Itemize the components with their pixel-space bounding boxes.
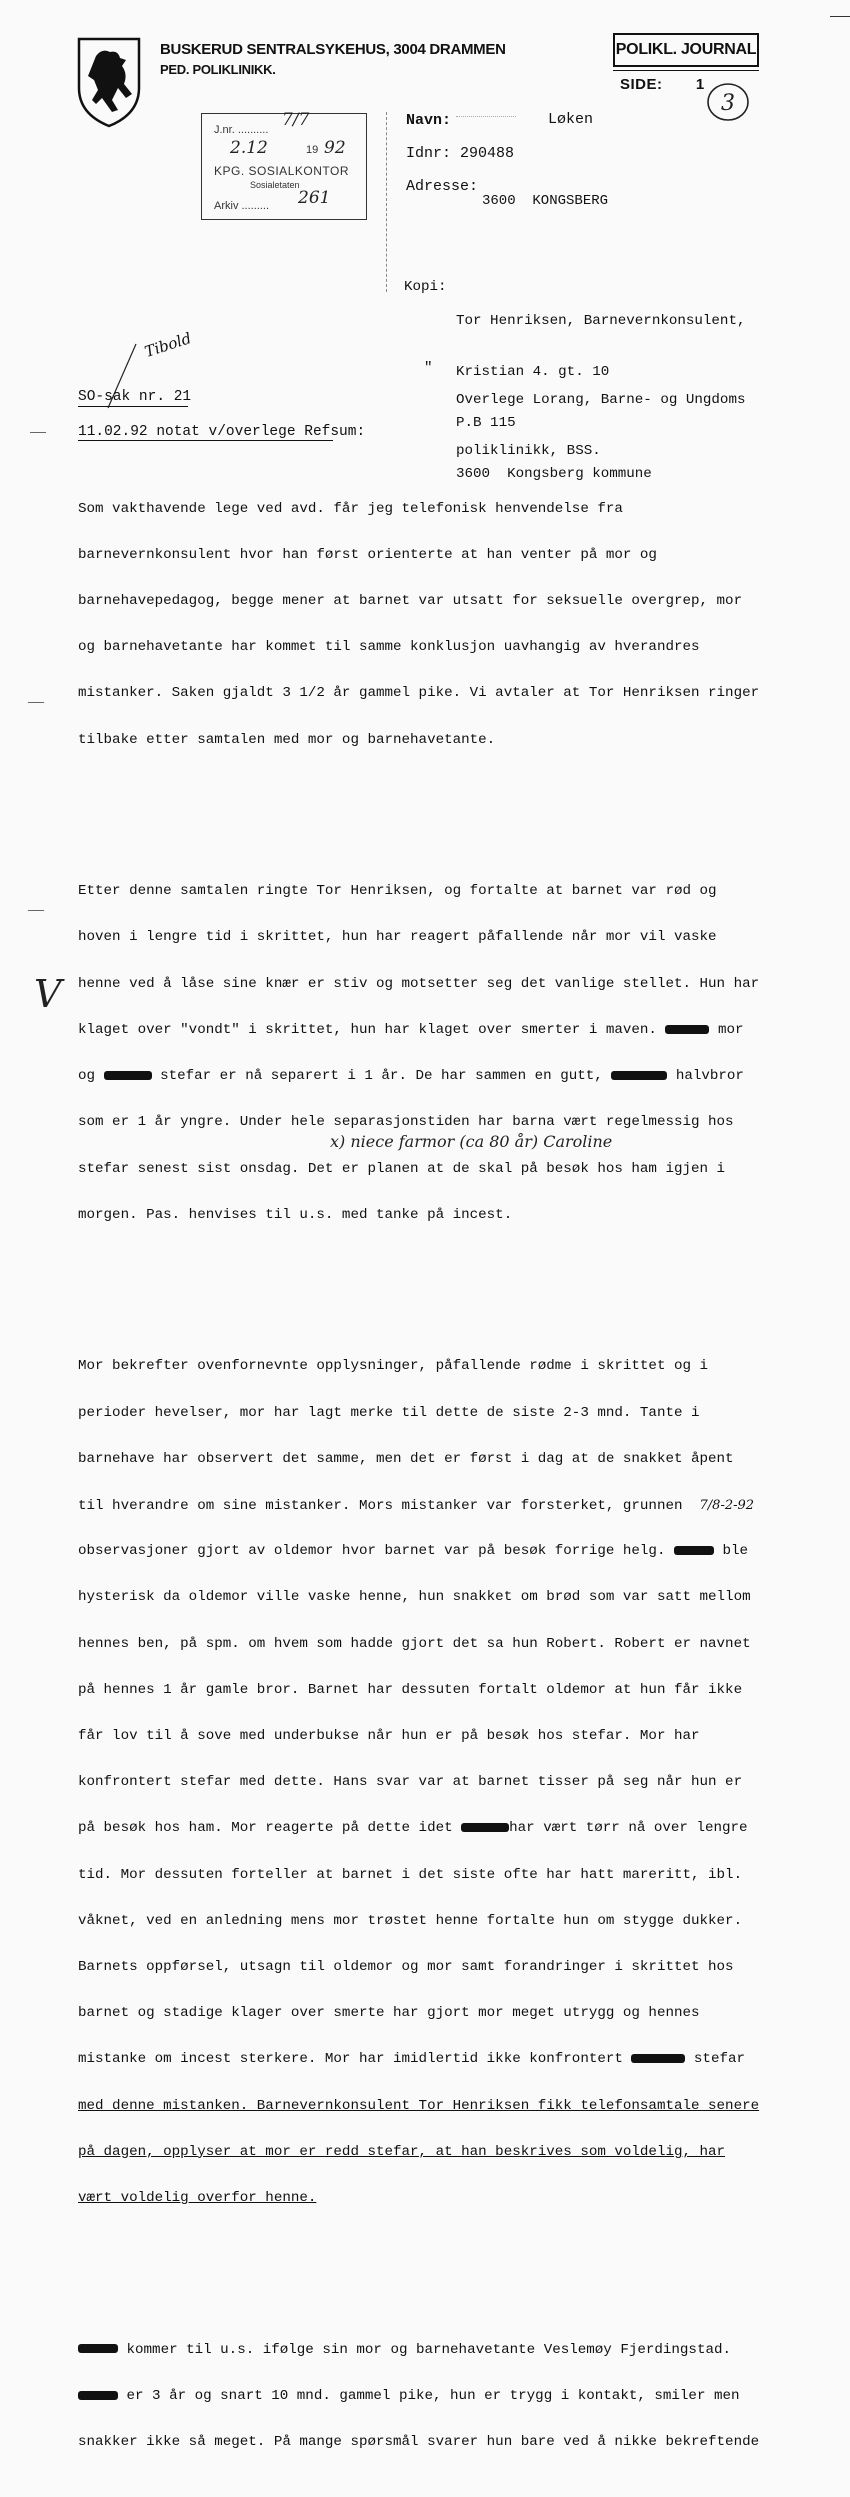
text-line: hysterisk da oldemor ville vaske henne, hun snakket om brød som var satt mellom [78, 1589, 751, 1606]
stamp-journal-hw: 7/7 [282, 110, 310, 130]
redaction-mark [78, 2344, 118, 2353]
county-crest-icon [76, 36, 142, 128]
margin-tick [28, 702, 44, 703]
copy-recipient-1-line: 3600 Kongsberg kommune [456, 466, 652, 482]
text-line [78, 1821, 759, 1836]
text-line: hoven i lengre tid i skrittet, hun har reagert påfallende når mor vil vaske [78, 929, 717, 946]
copy-recipient-2-line: poliklinikk, BSS. [456, 443, 601, 459]
patient-address-value: 3600 KONGSBERG [482, 193, 609, 209]
text-line: Etter denne samtalen ringte Tor Henriksen, og fortalte at barnet var rød og [78, 883, 717, 900]
hospital-header [160, 40, 506, 80]
stamp-department: Sosialetaten [250, 180, 300, 190]
text-fragment: har vært tørr nå over lengre [509, 1820, 748, 1837]
text-line: barnet og stadige klager over smerte har gjort mor meget utrygg og hennes [78, 2005, 700, 2022]
text-line: perioder hevelser, mor har lagt merke til dette de siste 2-3 mnd. Tante i [78, 1404, 700, 1421]
paragraph-1 [78, 471, 759, 779]
copy-recipient-1-line: P.B 115 [456, 415, 516, 431]
text-line: med denne mistanken. Barnevernkonsulent Tor Henriksen fikk telefonsamtale senere [78, 2097, 760, 2114]
journal-title: POLIKL. JOURNAL [615, 41, 757, 58]
text-line: Som vakthavende lege ved avd. får jeg telefonisk henvendelse fra [78, 500, 623, 517]
text-line [78, 2343, 759, 2358]
stamp-date-hw: 2.12 [230, 138, 268, 158]
text-line [78, 1498, 759, 1513]
text-line: barnehavepedagog, begge mener at barnet var utsatt for seksuelle overgrep, mor [78, 593, 743, 610]
text-fragment: er 3 år og snart 10 mnd. gammel pike, hun er trygg i kontakt, smiler men [126, 2387, 740, 2404]
text-fragment: halvbror [675, 1068, 744, 1085]
redaction-mark [104, 1071, 152, 1080]
paragraph-3 [78, 1329, 759, 2238]
text-line: barnehave har observert det samme, men det er først i dag at de snakket åpent [78, 1450, 734, 1467]
text-fragment: kommer til u.s. ifølge sin mor og barnehavetante Veslemøy Fjerdingstad. [126, 2341, 732, 2358]
stamp-year: 19 [306, 144, 319, 156]
margin-tick [28, 910, 44, 911]
text-fragment: og [78, 1068, 96, 1085]
text-line: tid. Mor dessuten forteller at barnet i det siste ofte har hatt mareritt, ibl. [78, 1866, 743, 1883]
text-fragment: observasjoner gjort av oldemor hvor barnet var på besøk forrige helg. [78, 1543, 666, 1560]
redacted-first-name [456, 116, 516, 119]
text-line: hennes ben, på spm. om hvem som hadde gjort det sa hun Robert. Robert er navnet [78, 1635, 751, 1652]
text-fragment: ble [722, 1543, 749, 1560]
paragraph-4 [78, 2312, 759, 2481]
department-name: PED. POLIKLINIKK. [160, 62, 276, 77]
text-line: får lov til å sove med underbukse når hun er på besøk hos stefar. Mor har [78, 1727, 700, 1744]
text-fragment: mor [717, 1021, 744, 1038]
journal-divider [613, 70, 759, 71]
text-fragment: på besøk hos ham. Mor reagerte på dette idet [78, 1820, 453, 1837]
circled-number-text: 3 [721, 91, 735, 116]
footer-handwritten-note: x) niece farmor (ca 80 år) Caroline [330, 1132, 613, 1151]
copy-label: Kopi: [404, 279, 447, 295]
page-number [620, 76, 705, 93]
patient-name-value: Løken [548, 111, 594, 128]
journal-title-box [613, 33, 759, 67]
text-line: Barnets oppførsel, utsagn til oldemor og mor samt forandringer i skrittet hos [78, 1958, 734, 1975]
text-fragment: stefar [693, 2051, 746, 2068]
text-line [78, 2389, 759, 2404]
redaction-mark [78, 2391, 118, 2400]
page-value: 1 [695, 76, 705, 93]
margin-check-mark: V [34, 972, 62, 1016]
text-line: stefar senest sist onsdag. Det er planen at de skal på besøk hos ham igjen i [78, 1160, 726, 1177]
text-fragment: klaget over "vondt" i skrittet, hun har klaget over smerter i maven. [78, 1021, 657, 1038]
text-fragment: stefar er nå separert i 1 år. De har sammen en gutt, [160, 1068, 603, 1085]
text-line: på hennes 1 år gamle bror. Barnet har dessuten fortalt oldemor at hun får ikke [78, 1681, 743, 1698]
text-line: Mor bekrefter ovenfornevnte opplysninger, påfallende rødme i skrittet og i [78, 1358, 709, 1375]
stamp-year-hw: 92 [324, 138, 346, 158]
copy-recipient-2-line: Overlege Lorang, Barne- og Ungdoms [456, 392, 746, 408]
edge-mark [830, 16, 850, 17]
text-line: som er 1 år yngre. Under hele separasjonstiden har barna vært regelmessig hos [78, 1114, 734, 1131]
case-number-underline [78, 406, 188, 407]
patient-address-label: Adresse: [406, 178, 479, 195]
case-number: SO-sak nr. 21 [78, 389, 192, 405]
stamp-journal-label: J.nr. .......... [214, 124, 269, 136]
text-line: vært voldelig overfor henne. [78, 2190, 317, 2206]
received-stamp [201, 110, 367, 220]
paragraph-2 [78, 853, 759, 1253]
margin-tick [30, 432, 46, 433]
redaction-mark [631, 2054, 685, 2063]
circled-number [706, 82, 750, 122]
copy-recipient-1-line: Kristian 4. gt. 10 [456, 364, 610, 380]
text-line: våknet, ved en anledning mens mor trøstet henne fortalte hun om stygge dukker. [78, 1912, 743, 1929]
stamp-archive-hw: 261 [298, 188, 331, 208]
note-body [78, 440, 759, 2497]
stamp-office: KPG. SOSIALKONTOR [214, 164, 349, 178]
handwritten-date: 7/8-2-92 [699, 1497, 755, 1513]
text-line [78, 2052, 759, 2067]
note-heading: 11.02.92 notat v/overlege Refsum: [78, 424, 366, 440]
text-line: morgen. Pas. henvises til u.s. med tanke på incest. [78, 1206, 513, 1223]
page-label: SIDE: [620, 76, 663, 93]
redaction-mark [665, 1025, 709, 1034]
copy-recipient-1-line: Tor Henriksen, Barnevernkonsulent, [456, 313, 746, 329]
margin-handwritten-note: Tibold [142, 329, 194, 361]
text-fragment: mistanke om incest sterkere. Mor har imidlertid ikke konfrontert [78, 2051, 623, 2068]
text-line [78, 1544, 759, 1559]
patient-name-label: Navn: [406, 112, 452, 129]
redaction-mark [674, 1546, 714, 1555]
ditto-mark: " [424, 360, 433, 376]
text-line: på dagen, opplyser at mor er redd stefar, at han beskrives som voldelig, har [78, 2143, 726, 2160]
redaction-mark [461, 1823, 509, 1832]
divider-line [386, 112, 387, 292]
stamp-archive-label: Arkiv ......... [214, 200, 270, 212]
text-line: tilbake etter samtalen med mor og barnehavetante. [78, 731, 496, 748]
text-line: og barnehavetante har kommet til samme konklusjon uavhangig av hverandres [78, 639, 700, 656]
text-line: mistanker. Saken gjaldt 3 1/2 år gammel pike. Vi avtaler at Tor Henriksen ringer [78, 685, 760, 702]
text-line [78, 1023, 759, 1038]
text-fragment: til hverandre om sine mistanker. Mors mistanker var forsterket, grunnen [78, 1497, 683, 1514]
patient-id-value: 290488 [460, 145, 515, 162]
text-line: snakker ikke så meget. På mange spørsmål svarer hun bare ved å nikke bekreftende [78, 2434, 760, 2451]
text-line: henne ved å låse sine knær er stiv og motsetter seg det vanlige stellet. Hun har [78, 975, 760, 992]
patient-id-label: Idnr: [406, 145, 452, 162]
text-line: konfrontert stefar med dette. Hans svar var at barnet tisser på seg når hun er [78, 1774, 743, 1791]
redaction-mark [611, 1071, 667, 1080]
text-line: barnevernkonsulent hvor han først orienterte at han venter på mor og [78, 546, 657, 563]
text-line [78, 1069, 759, 1084]
hospital-name: BUSKERUD SENTRALSYKEHUS, 3004 DRAMMEN [160, 41, 506, 58]
